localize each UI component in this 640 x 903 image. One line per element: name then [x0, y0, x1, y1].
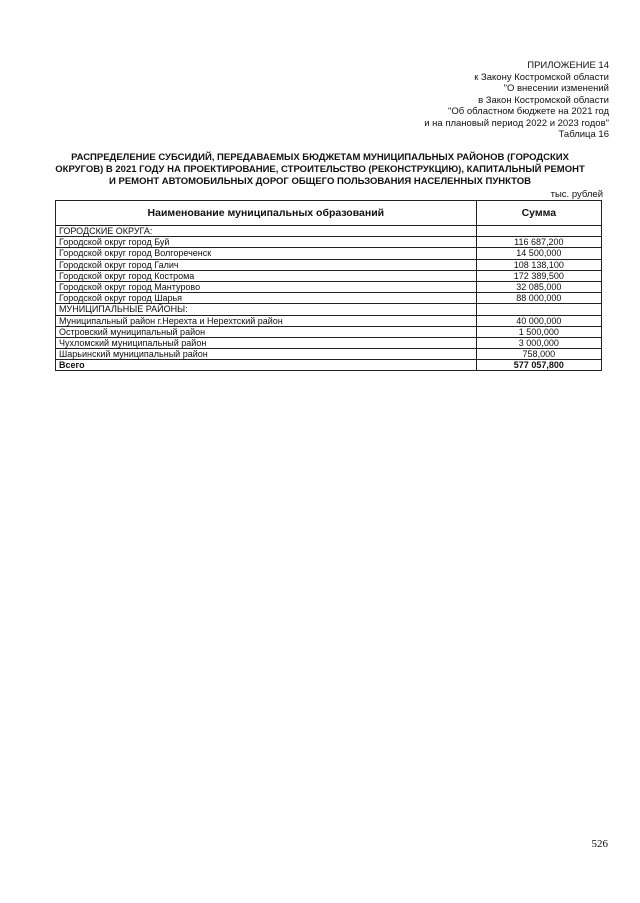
row-sum-cell: 108 138,100 — [476, 259, 601, 270]
page-number: 526 — [591, 838, 608, 850]
table-body — [56, 226, 602, 371]
title-line-3: И РЕМОНТ АВТОМОБИЛЬНЫХ ДОРОГ ОБЩЕГО ПОЛЬЗОВАНИЯ НАСЕЛЕННЫХ ПУНКТОВ — [109, 176, 531, 187]
row-name-cell: Городской округ город Волгореченск — [56, 248, 477, 259]
row-name-cell: Городской округ город Мантурово — [56, 281, 477, 292]
row-sum-cell: 3 000,000 — [476, 337, 601, 348]
document-title — [50, 152, 590, 188]
table-row — [56, 337, 602, 348]
row-name-cell: Муниципальный район г.Нерехта и Нерехтский район — [56, 315, 477, 326]
table-row — [56, 281, 602, 292]
total-sum-cell: 577 057,800 — [476, 360, 601, 371]
row-sum-cell: 88 000,000 — [476, 293, 601, 304]
unit-label: тыс. рублей — [550, 189, 603, 200]
table-header-row — [56, 201, 602, 226]
table-row — [56, 349, 602, 360]
table-number: Таблица 16 — [558, 129, 609, 140]
appendix-period-line: и на плановый период 2022 и 2023 годов" — [424, 117, 609, 129]
row-name-cell: Городской округ город Галич — [56, 259, 477, 270]
row-sum-cell — [476, 304, 601, 315]
row-sum-cell: 32 085,000 — [476, 281, 601, 292]
row-name-cell: Городской округ город Буй — [56, 237, 477, 248]
title-line-2: ОКРУГОВ) В 2021 ГОДУ НА ПРОЕКТИРОВАНИЕ, СТРОИТЕЛЬСТВО (РЕКОНСТРУКЦИЮ), КАПИТАЛЬНЫЙ РЕМОНТ — [55, 164, 585, 175]
row-name-cell: Шарьинский муниципальный район — [56, 349, 477, 360]
total-row — [56, 360, 602, 371]
row-name-cell: Городской округ город Шарья — [56, 293, 477, 304]
row-sum-cell: 40 000,000 — [476, 315, 601, 326]
row-name-cell: ГОРОДСКИЕ ОКРУГА: — [56, 226, 477, 237]
total-label-cell: Всего — [56, 360, 477, 371]
row-name-cell: Городской округ город Кострома — [56, 270, 477, 281]
table-row — [56, 304, 602, 315]
title-line-1: РАСПРЕДЕЛЕНИЕ СУБСИДИЙ, ПЕРЕДАВАЕМЫХ БЮДЖЕТАМ МУНИЦИПАЛЬНЫХ РАЙОНОВ (ГОРОДСКИХ — [71, 152, 569, 163]
appendix-law-ref-line: в Закон Костромской области — [478, 94, 609, 106]
row-name-cell: Чухломский муниципальный район — [56, 337, 477, 348]
appendix-budget-line: "Об областном бюджете на 2021 год — [448, 106, 609, 117]
row-sum-cell: 172 389,500 — [476, 270, 601, 281]
appendix-amendment-line: "О внесении изменений — [503, 83, 609, 94]
column-header-name: Наименование муниципальных образований — [56, 201, 477, 226]
appendix-label: ПРИЛОЖЕНИЕ 14 — [527, 60, 609, 71]
appendix-law-line: к Закону Костромской области — [474, 71, 609, 83]
table-row — [56, 315, 602, 326]
row-name-cell: МУНИЦИПАЛЬНЫЕ РАЙОНЫ: — [56, 304, 477, 315]
row-sum-cell: 14 500,000 — [476, 248, 601, 259]
appendix-header — [309, 60, 609, 141]
table-row — [56, 237, 602, 248]
row-sum-cell: 116 687,200 — [476, 237, 601, 248]
table-row — [56, 293, 602, 304]
row-sum-cell: 1 500,000 — [476, 326, 601, 337]
table-row — [56, 326, 602, 337]
subsidy-table — [55, 200, 602, 371]
row-name-cell: Островский муниципальный район — [56, 326, 477, 337]
table-row — [56, 248, 602, 259]
table-row — [56, 259, 602, 270]
row-sum-cell: 758,000 — [476, 349, 601, 360]
row-sum-cell — [476, 226, 601, 237]
table-row — [56, 226, 602, 237]
table-row — [56, 270, 602, 281]
column-header-sum: Сумма — [476, 201, 601, 226]
